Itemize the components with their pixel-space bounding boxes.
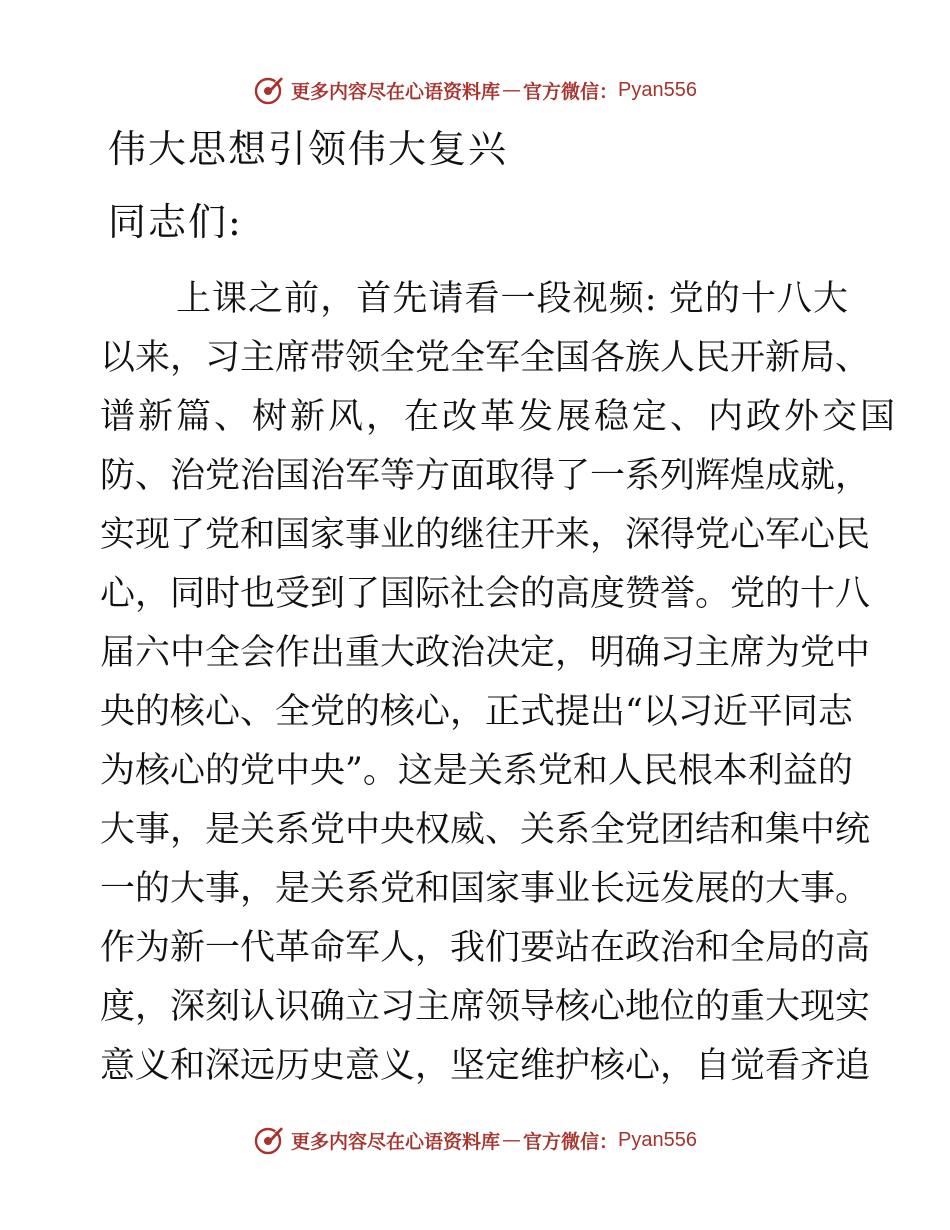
footer-banner: [0, 1120, 950, 1160]
body-line: 大事，是关系党中央权威、关系全党团结和集中统: [100, 810, 871, 850]
body-line: 实现了党和国家事业的继往开来，深得党心军心民: [100, 515, 871, 555]
body-line: 防、治党治国治军等方面取得了一系列辉煌成就，: [100, 456, 871, 496]
body-line: 以来，习主席带领全党全军全国各族人民开新局、: [100, 338, 871, 378]
body-line: 届六中全会作出重大政治决定，明确习主席为党中: [100, 633, 871, 673]
body-paragraph: [100, 270, 899, 1096]
body-line: 为核心的党中央”。这是关系党和人民根本利益的: [100, 751, 853, 791]
body-line: 上课之前，首先请看一段视频: 党的十八大: [176, 279, 848, 319]
banner-site-name: 更多内容尽在心语资料库: [291, 80, 501, 103]
header-banner: [0, 70, 950, 110]
body-line: 作为新一代革命军人，我们要站在政治和全局的高: [100, 928, 871, 968]
salutation: 同志们:: [108, 200, 243, 244]
banner-wechat-label: 官方微信：: [523, 80, 619, 103]
body-line: 意义和深远历史意义，坚定维护核心，自觉看齐追: [100, 1046, 871, 1086]
banner-separator: —: [502, 79, 522, 101]
body-line: 谱新篇、树新风，在改革发展稳定、内政外交国: [100, 397, 899, 437]
body-line: 一的大事，是关系党和国家事业长远发展的大事。: [100, 869, 871, 909]
banner-separator: —: [502, 1129, 522, 1151]
banner-site-name: 更多内容尽在心语资料库: [291, 1130, 501, 1153]
body-line: 度，深刻认识确立习主席领导核心地位的重大现实: [100, 987, 871, 1027]
document-title: 伟大思想引领伟大复兴: [108, 127, 509, 171]
quill-pen-logo-icon: [253, 74, 285, 106]
banner-wechat-id: Pyan556: [618, 1128, 697, 1151]
body-line: 心，同时也受到了国际社会的高度赞誉。党的十八: [100, 574, 871, 614]
banner-wechat-id: Pyan556: [618, 78, 697, 101]
body-line: 央的核心、全党的核心，正式提出“以习近平同志: [100, 692, 853, 732]
banner-wechat-label: 官方微信：: [523, 1130, 619, 1153]
quill-pen-logo-icon: [253, 1124, 285, 1156]
